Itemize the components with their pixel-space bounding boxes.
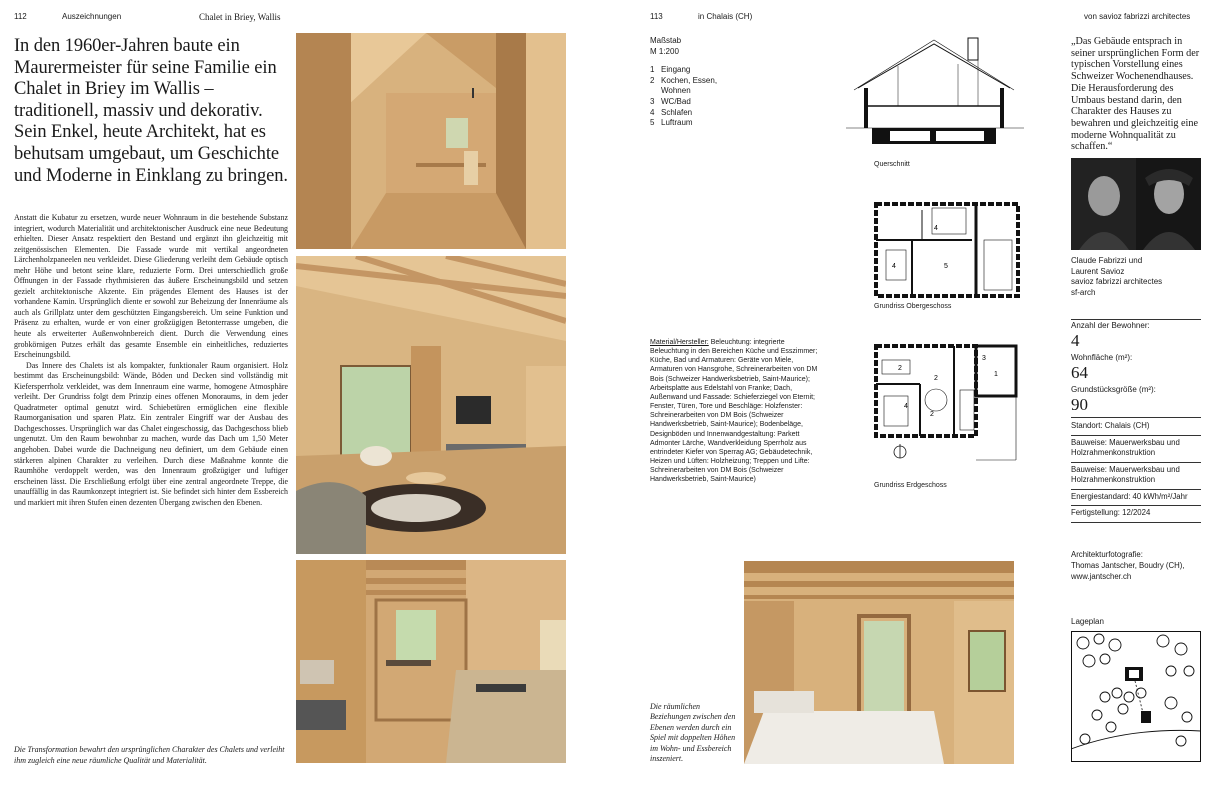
fact-item: Bauweise: Mauerwerksbau und Holzrahmenkonstruktion: [1071, 436, 1201, 463]
legend-item: 1 Eingang: [650, 65, 691, 75]
pull-quote: „Das Gebäude entsprach in seiner ursprünglichen Form der typischen Vorstellung eines Schweizer Wochenendhauses. Die Herausforderung des Umbaus bestand darin, den Charakter des Hauses zu bewahren und gleichzeitig eine moderne Wohnqualität zu schaffen.“: [1071, 36, 1200, 153]
ground-plan-label: 2: [930, 411, 934, 418]
site-plan-label: Lageplan: [1071, 617, 1104, 626]
ground-plan-label: 2: [934, 375, 938, 382]
ground-plan-label: 3: [982, 355, 986, 362]
architect-portraits: [1071, 158, 1201, 250]
ground-floor-plan: [870, 340, 1020, 470]
materials-label: Material/Hersteller:: [650, 339, 709, 346]
site-plan-drawing: [1071, 631, 1201, 762]
upper-floor-plan: [872, 200, 1022, 300]
facts-box: [1071, 316, 1201, 523]
fact-item: Fertigstellung: 12/2024: [1071, 506, 1201, 523]
legend-item: 3 WC/Bad: [650, 96, 691, 106]
plan-legend: [650, 36, 720, 129]
fact-item: Energiestandard: 40 kWh/m²/Jahr: [1071, 490, 1201, 507]
materials-text: Beleuchtung: integrierte Beleuchtung in den Bereichen Küche und Esszimmer; Küche, Bad und Armaturen: Geräte von Miele, Armaturen von Hansgrohe, Schreinerarbeiten von DM Bois (Schweizer Handwerksbetrieb, Saint-Maurice); Arbeitsplatte aus Edelstahl von Franke; Dach, Außenwand und Fassade: Schieferziegel von Eternit; Fenster, Türen, Tore und Beschläge: Holzfenster: Schreinerarbeiten von DM Bois (Schweizer Handwerksbetrieb, Saint-Maurice); Bodenbeläge, Designböden und Innenwandgestaltung: Parkett Admonter Lärche, Wandverkleidung Sperrholz aus entrindeter Kiefer von Sperrag AG; Gebäudetechnik, Heizen und Lüften: Holzheizung; Treppen und Lifte: Schreinerarbeiten von DM Bois (Schweizer Handwerksbetrieb, Saint-Maurice): [650, 339, 818, 484]
scale-value: M 1:200: [650, 46, 679, 56]
body-paragraph-2: Das Innere des Chalets ist als kompakter, funktionaler Raum organisiert. Holz bestimmt das Erscheinungsbild: Wände, Böden und Decken sind vollständig mit Kiefersperrholz verkleidet, was dem Innenraum eine warme, homogene Atmosphäre verleiht. Der Grundriss folgt dem Prinzip eines offenen Monoraums, in dem jeder Quadratmeter optimal genutzt wird. Schiebetüren ermöglichen eine flexible Raumorganisation und sparen Platz. Ein zentraler Eingriff war der Ausbau des Dachgeschosses. Ursprünglich war das Chalet eingeschossig, das Dachgeschoss blieb ungenutzt. Um den Raum bewohnbar zu machen, wurde das Dach um 1,50 Meter angehoben. Dabei wurde die Dachneigung neu definiert, um dem Gebäude einen stärkeren alpinen Charakter zu verleihen. Durch diese Maßnahme konnte die Raumhöhe verdoppelt werden, was den Innenraum großzügiger und luftiger erscheinen lässt. Die Erschließung erfolgt über eine zentral angeordnete Treppe, die unauffällig in das Raumkonzept integriert ist. Sie befindet sich hinter dem Essbereich und markiert mit ihren Stufen einen dezenten Übergang zwischen den Ebenen.: [14, 360, 288, 507]
right-caption: Die räumlichen Beziehungen zwischen den Ebenen werden durch ein Spiel mit doppelten Höhen im Wohn- und Essbereich inszeniert.: [650, 702, 736, 764]
portrait-names: Claude Fabrizzi und Laurent Savioz savioz fabrizzi architectes sf-arch: [1071, 256, 1163, 298]
ground-plan-label: 1: [994, 371, 998, 378]
fact-item: Bauweise: Mauerwerksbau und Holzrahmenkonstruktion: [1071, 463, 1201, 490]
living-area-label: Wohnfläche (m²):: [1071, 353, 1133, 362]
legend-item: 4 Schlafen: [650, 107, 693, 117]
ground-plan-label: 4: [904, 403, 908, 410]
left-caption: Die Transformation bewahrt den ursprünglichen Charakter des Chalets und verleiht ihm zugleich eine neue räumliche Qualität und Materialität.: [14, 745, 285, 765]
photo-kitchen: [296, 560, 566, 763]
upper-plan-label: 5: [944, 263, 948, 270]
photo-living-room: [296, 256, 566, 554]
upper-plan-label: 4: [892, 263, 896, 270]
plot-label: Grundstücksgröße (m²):: [1071, 385, 1156, 394]
location-label: in Chalais (CH): [698, 12, 753, 21]
fact-item: Standort: Chalais (CH): [1071, 419, 1201, 436]
plot-value: 90: [1071, 395, 1201, 418]
body-paragraph-1: Anstatt die Kubatur zu ersetzen, wurde neuer Wohnraum in die bestehende Substanz integriert, wodurch Materialität und architektonischer Ausdruck eine neue Bedeutung erhielten. Dieser Ansatz respektiert den Bestand und ergänzt ihn gleichzeitig mit zeitgenössischen Elementen. Die Fassade wurde mit vertikal angeordneten Lärchenholzpaneelen neu verkleidet. Diese Gliederung verleiht dem Gebäude optisch mehr Höhe und betont seine klare, reduzierte Form. Drei unterschiedlich große Öffnungen in der Fassade rhythmisieren das äußere Erscheinungsbild und setzen gezielt architektonische Akzente. Ein prägendes Element des Hauses ist der vorhandene Kamin. Ursprünglich diente er sowohl zur Beheizung der Innenräume als auch als Grillplatz unter dem geschützten Eingangsbereich. Um seine Funktion und Präsenz zu erhalten, wurde er von einer großzügigen Betonterrasse umgeben, die heute als erweiterter Außenwohnbereich dient. Durch die Verwendung eines grobkörnigen Putzes erhält das gesamte Ensemble ein einheitliches, reduziertes Erscheinungsbild.: [14, 213, 288, 360]
body-text: [14, 213, 288, 508]
left-page-number: 112: [14, 12, 27, 21]
photo-bedroom: [744, 561, 1014, 764]
cross-section-drawing: [838, 36, 1030, 158]
right-page-number: 113: [650, 12, 663, 21]
ground-plan-label: 2: [898, 365, 902, 372]
photo-credit: Architekturfotografie: Thomas Jantscher, Boudry (CH), www.jantscher.ch: [1071, 550, 1185, 581]
residents-value: 4: [1071, 331, 1080, 350]
photo-attic-room: [296, 33, 566, 249]
scale-label: Maßstab: [650, 36, 682, 45]
materials-block: [650, 338, 821, 485]
ground-floor-caption: Grundriss Erdgeschoss: [874, 482, 947, 489]
architects-label: von savioz fabrizzi architectes: [1084, 12, 1191, 21]
residents-label: Anzahl der Bewohner:: [1071, 321, 1150, 330]
section-label: Auszeichnungen: [62, 12, 122, 21]
legend-item: 5 Luftraum: [650, 118, 693, 128]
living-area-value: 64: [1071, 363, 1088, 382]
section-caption: Querschnitt: [874, 161, 910, 168]
lead-paragraph: In den 1960er-Jahren baute ein Maurermeister für seine Familie ein Chalet in Briey im Wallis – traditionell, massiv und dekorativ. Sein Enkel, heute Architekt, hat es behutsam umgebaut, um Geschichte und Moderne in Einklang zu bringen.: [14, 36, 288, 186]
upper-plan-label: 4: [934, 225, 938, 232]
upper-floor-caption: Grundriss Obergeschoss: [874, 303, 952, 310]
article-title: Chalet in Briey, Wallis: [199, 12, 281, 22]
legend-item: 2 Kochen, Essen, Wohnen: [650, 75, 718, 96]
